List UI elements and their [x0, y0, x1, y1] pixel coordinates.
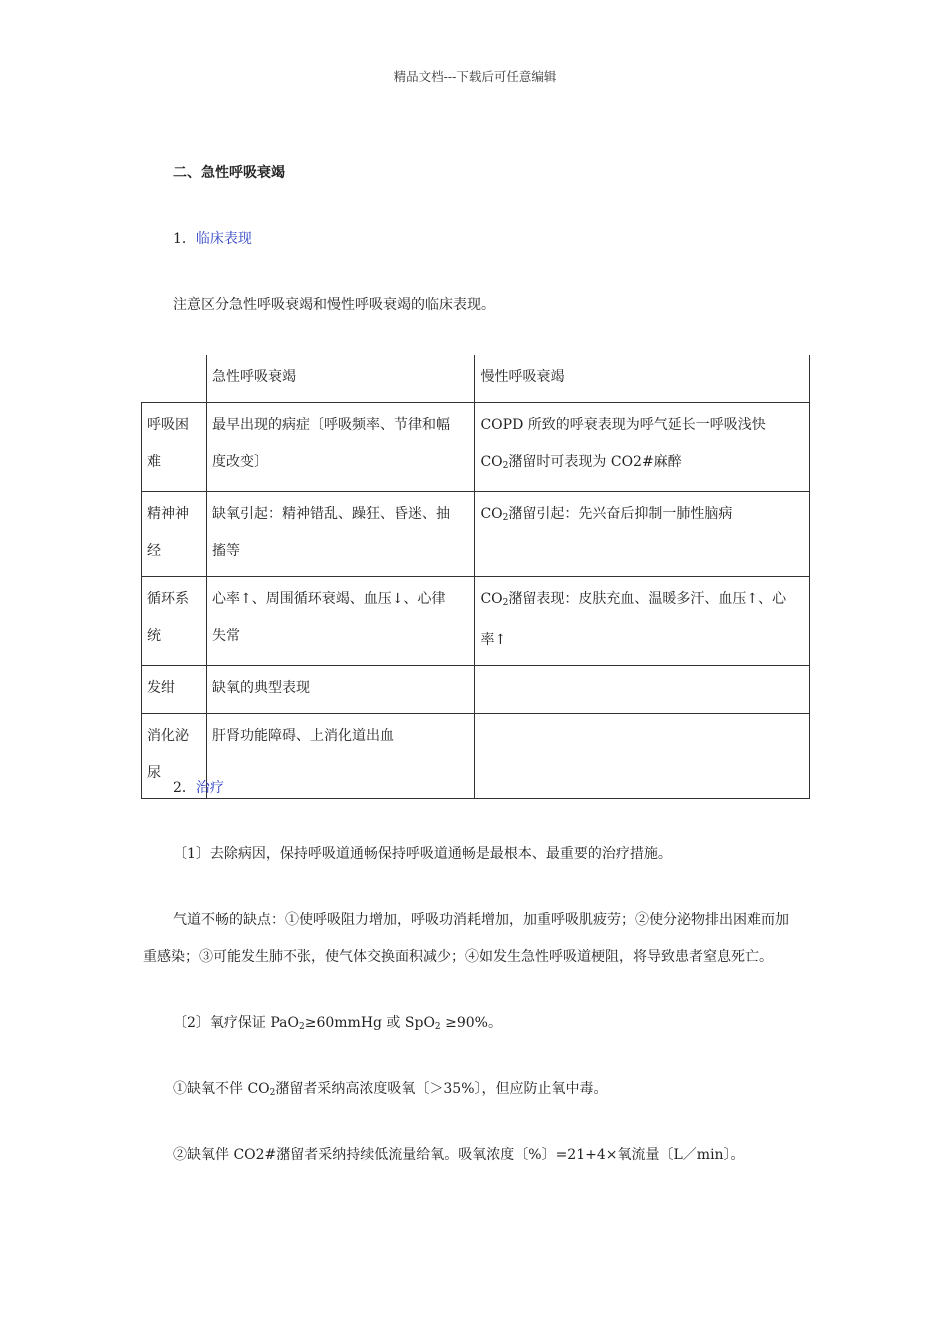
page-header: 精品文档---下载后可任意编辑	[393, 69, 557, 84]
chronic-cell	[475, 666, 810, 714]
clinical-link[interactable]: 临床表现	[195, 231, 252, 247]
subheading-clinical	[173, 228, 252, 248]
subheading-treatment	[173, 777, 224, 797]
table-row	[142, 714, 810, 799]
table-row	[142, 666, 810, 714]
row-label: 发绀	[142, 666, 207, 714]
airway-paragraph-line1: 气道不畅的缺点：①使呼吸阻力增加，呼吸功消耗增加，加重呼吸肌疲劳；②使分泌物排出困难而加	[173, 912, 789, 928]
chronic-cell: $CO_2$潴留引起：先兴奋后抑制一肺性脑病	[475, 492, 810, 577]
treatment-paragraph-1: 〔1〕去除病因，保持呼吸道通畅保持呼吸道通畅是最根本、最重要的治疗措施。	[173, 846, 672, 862]
row-label: 呼吸困难	[142, 403, 207, 492]
row-label: 循环系统	[142, 577, 207, 666]
row-label: 消化泌尿	[142, 714, 207, 799]
chronic-cell: COPD 所致的呼衰表现为呼气延长一呼吸浅快 $CO_2$潴留时可表现为 CO2#麻醉	[475, 403, 810, 492]
chronic-cell: $CO_2$潴留表现：皮肤充血、温暖多汗、血压↑、心 率↑	[475, 577, 810, 666]
subheading-number: 2．	[173, 780, 196, 796]
oxygen-high-paragraph: ①缺氧不伴 $CO_2$潴留者采纳高浓度吸氧〔＞35%〕，但应防止氧中毒。	[173, 1081, 608, 1098]
table-row	[142, 403, 810, 492]
acute-cell: 心率↑、周围循环衰竭、血压↓、心律 失常	[207, 577, 475, 666]
acute-cell: 肝肾功能障碍、上消化道出血	[207, 714, 475, 799]
section-title: 二、急性呼吸衰竭	[173, 165, 285, 181]
oxygen-low-paragraph: ②缺氧伴 CO2#潴留者采纳持续低流量给氧。吸氧浓度〔%〕=21+4×氧流量〔L／min〕。	[173, 1147, 745, 1163]
table-header-row	[142, 355, 810, 403]
airway-paragraph-line2: 重感染；③可能发生肺不张，使气体交换面积减少；④如发生急性呼吸道梗阻，将导致患者窒息死亡。	[143, 949, 773, 965]
acute-cell: 缺氧引起：精神错乱、躁狂、昏迷、抽 搐等	[207, 492, 475, 577]
row-label: 精神神经	[142, 492, 207, 577]
header-cell-acute: 急性呼吸衰竭	[207, 355, 475, 403]
acute-cell: 最早出现的病症〔呼吸频率、节律和幅 度改变〕	[207, 403, 475, 492]
header-cell-empty	[142, 355, 207, 403]
header-cell-chronic: 慢性呼吸衰竭	[475, 355, 810, 403]
chronic-cell	[475, 714, 810, 799]
subheading-number: 1．	[173, 231, 196, 247]
table-row	[142, 492, 810, 577]
table-row	[142, 577, 810, 666]
treatment-link[interactable]: 治疗	[195, 780, 224, 796]
comparison-table	[141, 355, 810, 799]
oxygen-paragraph: 〔2〕氧疗保证 PaO$_2$≥60mmHg 或 SpO$_2$ ≥90%。	[173, 1015, 502, 1032]
acute-cell: 缺氧的典型表现	[207, 666, 475, 714]
intro-paragraph: 注意区分急性呼吸衰竭和慢性呼吸衰竭的临床表现。	[173, 297, 495, 313]
